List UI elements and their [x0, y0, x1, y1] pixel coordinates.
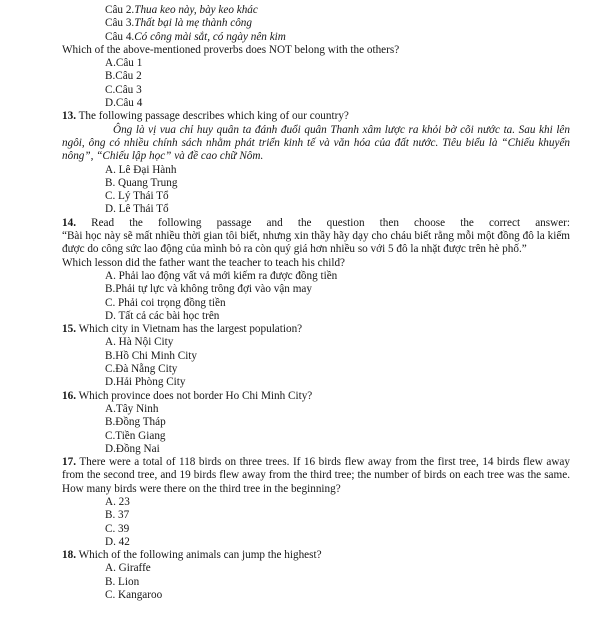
- q17-question-text: There were a total of 118 birds on three trees. If 16 birds flew away from the first tree, 14 birds flew away from the second tree, and 19 birds flew away from the third tree; the number of birds on each tree was the same. How many birds were there on the third tree in the beginning?: [62, 456, 570, 495]
- proverb-line: [62, 31, 570, 44]
- q16-option-b: B.Đồng Tháp: [105, 416, 166, 429]
- q14-passage: “Bài học này sẽ mất nhiều thời gian tôi biết, nhưng xin thầy hãy dạy cho cháu biết rằng mỗi một đồng đô la kiếm được do công sức lao động của mình bỏ ra còn quý giá hơn nhiều so với 5 đô la nhặt được trên hè phố.”: [62, 230, 570, 256]
- question-17-block: [62, 456, 570, 549]
- q15-option-c: C.Đà Nẵng City: [105, 363, 178, 376]
- q18-number: 18.: [62, 549, 76, 562]
- q15-number: 15.: [62, 323, 76, 336]
- q18-question-heading: [62, 549, 570, 562]
- q14-option-c: C. Phải coi trọng đồng tiền: [105, 296, 226, 309]
- q13-option-c: C. Lý Thái Tổ: [105, 190, 169, 203]
- q14-number: 14.: [62, 216, 76, 229]
- q15-option-b: B.Hồ Chi Minh City: [105, 349, 198, 362]
- q13-option-a: A. Lê Đại Hành: [105, 163, 177, 176]
- q14-option-a: A. Phải lao động vất vả mới kiếm ra được đồng tiền: [105, 269, 338, 282]
- q17-option-d: D. 42: [105, 535, 130, 548]
- q13-question-text: The following passage describes which king of our country?: [78, 110, 349, 123]
- proverb-label: Câu 2.: [105, 4, 135, 16]
- q17-number: 17.: [62, 456, 76, 469]
- q14-sub-question: Which lesson did the father want the teacher to teach his child?: [62, 256, 345, 269]
- question-14-block: [62, 217, 570, 323]
- q12-option-d: D.Câu 4: [105, 97, 143, 110]
- q14-option-d: D. Tất cả các bài học trên: [105, 309, 220, 322]
- q12-question-text: Which of the above-mentioned proverbs does NOT belong with the others?: [62, 43, 400, 56]
- q16-question-text: Which province does not border Ho Chi Minh City?: [78, 389, 313, 402]
- q14-question-text: Read the following passage and the question then choose the correct answer:: [91, 216, 570, 229]
- proverb-text: Thua keo này, bày keo khác: [134, 4, 258, 16]
- question-18-block: [62, 549, 570, 602]
- q15-option-a: A. Hà Nội City: [105, 336, 174, 349]
- q13-passage: Ông là vị vua chỉ huy quân ta đánh đuổi quân Thanh xâm lược ra khỏi bờ cõi nước ta. Sau khi lên ngôi, ông có nhiều chính sách nhằm phát triển kinh tế và văn hóa của đất nước. Tiêu biểu là “Chiếu khuyến nông”, “Chiếu lập học” và đề cao chữ Nôm.: [62, 123, 570, 163]
- q14-question-heading: [62, 217, 570, 230]
- proverb-text: Thất bại là mẹ thành công: [134, 17, 252, 30]
- q15-question-heading: [62, 323, 570, 336]
- proverb-line: [62, 17, 570, 30]
- proverb-text: Có công mài sắt, có ngày nên kim: [134, 30, 286, 43]
- q16-option-a: A.Tây Ninh: [105, 402, 159, 415]
- proverb-label: Câu 4.: [105, 30, 135, 43]
- question-12-block: [62, 4, 570, 110]
- q12-option-c: C.Câu 3: [105, 83, 142, 96]
- q13-number: 13.: [62, 110, 76, 123]
- q17-option-c: C. 39: [105, 522, 130, 535]
- q14-option-b: B.Phải tự lực và không trông đợi vào vận may: [105, 283, 312, 296]
- q18-option-a: A. Giraffe: [105, 562, 151, 575]
- q17-option-b: B. 37: [105, 509, 130, 522]
- quiz-page: [62, 4, 570, 602]
- q13-option-d: D. Lê Thái Tổ: [105, 203, 169, 216]
- q17-option-a: A. 23: [105, 495, 130, 508]
- q16-option-c: C.Tiền Giang: [105, 429, 166, 442]
- q18-option-c: C. Kangaroo: [105, 589, 163, 602]
- q17-question-heading: [62, 456, 570, 496]
- question-15-block: [62, 323, 570, 389]
- question-16-block: [62, 390, 570, 456]
- q15-option-d: D.Hải Phòng City: [105, 376, 186, 389]
- q15-question-text: Which city in Vietnam has the largest population?: [78, 323, 303, 336]
- q16-question-heading: [62, 390, 570, 403]
- proverb-label: Câu 3.: [105, 17, 135, 30]
- q13-option-b: B. Quang Trung: [105, 176, 178, 189]
- q13-question-heading: [62, 110, 570, 123]
- q12-option-b: B.Câu 2: [105, 70, 142, 83]
- question-13-block: [62, 110, 570, 216]
- q18-question-text: Which of the following animals can jump the highest?: [78, 549, 322, 562]
- q12-option-a: A.Câu 1: [105, 57, 143, 70]
- proverb-line: [62, 4, 570, 17]
- q16-number: 16.: [62, 389, 76, 402]
- q18-option-b: B. Lion: [105, 575, 140, 588]
- q16-option-d: D.Đồng Nai: [105, 442, 160, 455]
